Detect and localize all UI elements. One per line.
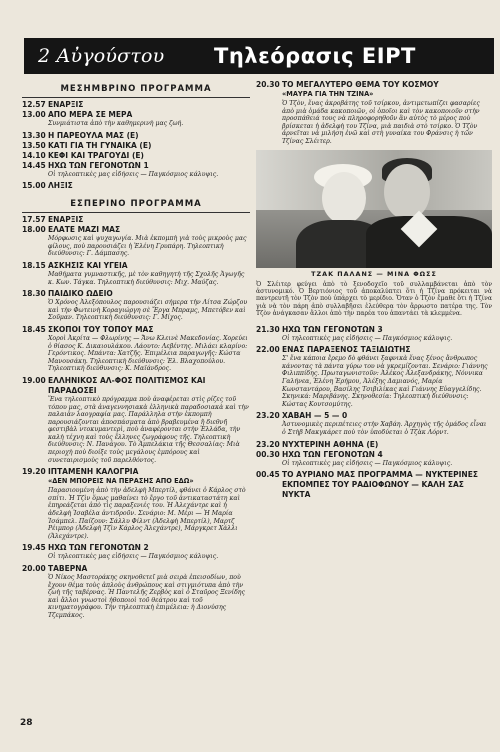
programme-row bbox=[22, 289, 250, 299]
photo-text: Ὁ Σλέιτερ φεύγει ἀπὸ τὸ ξενοδοχεῖο τοῦ συλλαμβάνεται ἀπὸ τὸν ἀστυνομικό. Ὁ Βερτιόνιος τοῦ ἀποκαλύπτει ὅτι ἡ Τζίνα πρόκειται νὰ παντρευτῆ τὸν Τζὸν ποὺ ὑπάρχει τὸ μερίδιο. Ὅταν ὁ Τζὸν ἔμαθε ὅτι ἡ Τζίνα γιὰ νὰ τὸν πάρη ἀπὸ συλλαβῆσει ἐλεύθερα τὸν ἄρρωστο πατέρα της. Τὸν Τζὸν ἀνάγκασαν ἄλλοι ἀπὸ τὴν παρέα του ἀπαντάει τὰ κλεμμένα. bbox=[256, 280, 492, 318]
programme-time: 19.45 bbox=[22, 543, 46, 553]
programme-row bbox=[22, 131, 250, 141]
programme-time: 15.00 bbox=[22, 181, 46, 191]
programme-row bbox=[22, 141, 250, 151]
programme-description: Ὁ Νίκος Μαστοράκης σκηνοθετεῖ μιὰ σειρὰ ἐπεισοδίων, ποὺ ἔχουν θέμα τοὺς ἀπλοὺς ἀνθρώπους καὶ στιγμιότυπα ἀπὸ τὴν ζωὴ τῆς ταβέρνας. Ἡ Παντελῆς Ζερβὸς καὶ ὁ Σταῦρος Ξενίδης καὶ ἄλλοι γνωστοὶ ἠθοποιοὶ τοῦ θεάτρου καὶ τοῦ κινηματογράφου. Τὴν τηλεοπτικὴ ἐπιμέλεια: ἡ Διονύσης Τζεμπάκος. bbox=[48, 574, 245, 619]
programme-time: 23.20 bbox=[256, 411, 280, 421]
programme-time: 18.15 bbox=[22, 260, 46, 270]
programme-entry bbox=[22, 376, 250, 464]
programme-title: ΗΧΩ ΤΩΝ ΓΕΓΟΝΟΤΩΝ 2 bbox=[48, 543, 149, 553]
programme-entry bbox=[22, 141, 250, 151]
header-title: Τηλεόρασις ΕΙΡΤ bbox=[214, 44, 416, 68]
page-number: 28 bbox=[20, 718, 33, 728]
programme-time: 12.57 bbox=[22, 100, 46, 109]
evening-section-title: ΕΣΠΕΡΙΝΟ ΠΡΟΓΡΑΜΜΑ bbox=[70, 199, 202, 210]
programme-description: Οἱ τηλεοπτικὲς μας εἰδήσεις — Παγκόσμιος κάλυψις. bbox=[282, 334, 453, 342]
programme-description: Ὁ Τζὸν, ἕνας ἀκροβάτης τοῦ τσίρκου, ἀντιμετωπίζει φασαρίες ἀπὸ μιὰ ὁμάδα κακοποιῶν, οἱ ὁποῖοι καὶ τὸν κακοποιοῦν στὴν προσπάθειά τους νὰ πληροφορηθοῦν ἂν αὐτὸς τὸ μέρος ποὺ βρίσκεται ἡ ἀδελφὴ του Τζίνα, μιὰ παιδιὰ στὸ τσίρκο. Ὁ Τζὸν ἀρνεῖται νὰ μιλήση ἐνῶ καὶ στὴ γυναίκα του Φράνσις ἡ τῶν Τζίνας Σλέιτερ. bbox=[282, 100, 480, 145]
programme-description: Οἱ τηλεοπτικὲς μας εἰδήσεις — Παγκόσμιος κάλυψις. bbox=[48, 553, 219, 561]
programme-row bbox=[22, 225, 250, 235]
programme-row bbox=[22, 261, 250, 271]
programme-time: 20.00 bbox=[22, 564, 46, 573]
programme-description: Σ' ἕνα κάποια ἔρεμο δὸ φθάνει ξαφνικὰ ἕνας ξένος ἄνθρωπος κάνοντας τὰ πάντα γύρω του νὰ γκρεμίζονται. Σενάριο: Γιάννης Φιλιππίδης. Πρωταγωνιστοῦν: Ἀλέκος Ἀλεξανδράκης, Νόννικα Γαλήνεα, Ἑλένη Ἐρήμου, Ἀλέξης Δαμιανός, Μαρία Κωνσταντάρου, Βασίλης Τσιβιλίκας καὶ Γιάννης Εὐαγγελίδης. Σκηνικά: Μαριβάνης. Σκηνοθεσία: Τηλεοπτικὴ διεύθυνσις: Κώστας Κουτσομύτης. bbox=[282, 355, 488, 408]
programme-description: Οἱ τηλεοπτικὲς μας εἰδήσεις — Παγκόσμιος κάλυψις. bbox=[48, 170, 219, 178]
programme-entry bbox=[22, 261, 250, 286]
programme-entry bbox=[22, 325, 250, 373]
programme-title: ΑΠΟ ΜΕΡΑ ΣΕ ΜΕΡΑ bbox=[48, 110, 133, 119]
programme-time: 13.50 bbox=[22, 140, 46, 150]
programme-time: 18.45 bbox=[22, 324, 46, 334]
programme-title: ΠΑΙΔΙΚΟ ΩΔΕΙΟ bbox=[48, 289, 113, 299]
programme-row bbox=[22, 110, 250, 120]
morning-section-title: ΜΕΣΗΜΒΡΙΝΟ ΠΡΟΓΡΑΜΜΑ bbox=[60, 84, 212, 94]
programme-entry bbox=[256, 440, 492, 450]
programme-description: Ἕνα τηλεοπτικὸ πρόγραμμα ποὺ ἀναφέρεται στὶς ρίζες τοῦ τόπου μας, στὰ ἀναγεννησιακὰ ἑλληνικὰ παραδοσιακὰ καὶ τὴν παλαιὰν λαογραφία μας. Παράλληλα στὴν ἐκπομπὴ παρουσιάζονται ἀποσπάσματα ἀπὸ βραβευμένα ἢ διεθνῆ φεστιβὰλ ντοκυμαντερὶ, ποὺ ἀναφέρονται στὴν Ἑλλάδα, τὴν καλὴ τέχνη καὶ τοὺς ἕλληνες ζωγράφους τῆς. Τηλεοπτικὴ διεύθυνσις: Ν. Πανάγου. Τὸ Ἀμπελάκια τῆς Θεσσαλίας: Μιὰ περιοχὴ ποὺ διοίξε τοὺς μεγάλους ἐμπόρους καὶ συνεταιρισμοὺς τοῦ παρελθόντος. bbox=[48, 395, 249, 464]
programme-time: 00.45 bbox=[256, 470, 280, 480]
header-date: 2 Αὐγούστου bbox=[38, 45, 165, 67]
photo-caption: ΤΖΑΚ ΠΑΛΑΝΣ — ΜΙΝΑ ΦΩΣΣ bbox=[311, 269, 437, 278]
programme-description: Οἱ τηλεοπτικὲς μας εἰδήσεις — Παγκόσμιος κάλυψις. bbox=[282, 459, 453, 467]
programme-time: 14.10 bbox=[22, 150, 46, 160]
programme-row bbox=[256, 345, 492, 355]
programme-entry bbox=[22, 110, 250, 128]
programme-description: Ὁ Χρόνος Ἀλεξόπουλος παρουσιάζει σήμερα τὴν Λίτσα Ζώρζου καὶ τὴν Φωτεινὴ Κοραγιώργη σὲ Ἔργα Μπραμς, Μπετόβεν καὶ Σοῦμαν. Τηλεοπτικὴ διεύθυνσις: Γ. Μίχος. bbox=[48, 299, 248, 322]
programme-time: 20.30 bbox=[256, 80, 280, 89]
programme-title: ΝΥΧΤΕΡΙΝΗ ΑΘΗΝΑ (E) bbox=[282, 439, 379, 449]
programme-entry bbox=[22, 151, 250, 161]
programme-entry bbox=[22, 467, 250, 540]
programme-row bbox=[256, 325, 492, 335]
programme-entry bbox=[22, 289, 250, 322]
programme-title: ΚΕΦΙ ΚΑΙ ΤΡΑΓΟΥΔΙ (E) bbox=[48, 150, 144, 160]
programme-description: Παρασιουμένη ἀπὸ τὴν ἀδελφὴ Μπερτίλ, φθάνει ὁ Κάρλος στὸ σπίτι. Ἡ Τζὶν ὅμως μαθαίνει τὸ ἔργο τοῦ ἀντικαταστάτη καὶ ἐπηρεάζεται ἀπὸ τὶς παραξενιές του. Ἡ Ἀλεχάντρε καὶ ἡ ἀδελφὴ Ἰσαβέλα ἀντιδροῦν. Σενάριο: Μ. Μέρι — Ἡ Μαρία Ἰσάμπελ. Παίζουν: Σάλλυ Φίλντ (Ἀδελφὴ Μπερτίλ), Μαρτζ Ρέιμπορ (Ἀδελφὴ Τζὶν Κάρλος Ἀλεχάντρε), Μάργκρετ Χάλλι (Ἀλεχάντρε). bbox=[48, 487, 246, 540]
programme-row bbox=[22, 215, 250, 225]
programme-description: Συνμιάτιστα ἀπὸ τὴν καθημερινὴ μας ζωή. bbox=[48, 120, 184, 127]
programme-row bbox=[256, 440, 492, 450]
programme-time: 22.00 bbox=[256, 345, 280, 355]
programme-entry bbox=[22, 564, 250, 620]
programme-entry bbox=[22, 161, 250, 179]
programme-row bbox=[256, 470, 492, 500]
programme-entry bbox=[256, 325, 492, 343]
programme-description: Ἀστυνομικὲς περιπέτειες στὴν Χαβάη. Ἀρχηγὸς τῆς ὁμάδος εἶναι ὁ Στὴβ Μακγκάρετ ποὺ τὸν ὑποδύεται ὁ Τζὰκ Λόρντ. bbox=[282, 421, 487, 436]
programme-title: ΕΝΑΡΞΙΣ bbox=[48, 100, 84, 109]
programme-title: ΕΛΛΗΝΙΚΟΣ ΑΛ-ΦΟΣ ΠΟΛΙΤΙΣΜΟΣ ΚΑΙ ΠΑΡΑΔΟΣΕΙ bbox=[48, 375, 206, 395]
programme-title: ΕΝΑΡΞΙΣ bbox=[48, 215, 84, 225]
programme-title: ΕΛΑΤΕ ΜΑΖΙ ΜΑΣ bbox=[48, 225, 121, 235]
right-schedule-bottom bbox=[256, 325, 492, 501]
programme-title: ΑΣΚΗΣΙΣ ΚΑΙ ΥΓΕΙΑ bbox=[48, 260, 128, 270]
programme-time: 17.57 bbox=[22, 215, 46, 225]
programme-time: 14.45 bbox=[22, 160, 46, 170]
programme-entry bbox=[256, 411, 492, 436]
programme-row bbox=[22, 467, 250, 477]
programme-time: 00.30 bbox=[256, 449, 280, 459]
programme-title: ΗΧΩ ΤΩΝ ΓΕΓΟΝΟΤΩΝ 4 bbox=[282, 449, 383, 459]
programme-title: Η ΠΑΡΕΟΥΛΑ ΜΑΣ (E) bbox=[48, 130, 139, 140]
programme-row bbox=[256, 450, 492, 460]
page-header-banner bbox=[24, 38, 494, 74]
programme-time: 18.00 bbox=[22, 225, 46, 235]
programme-entry bbox=[22, 225, 250, 258]
programme-time: 13.00 bbox=[22, 110, 46, 119]
programme-row bbox=[22, 151, 250, 161]
programme-entry bbox=[22, 215, 250, 225]
programme-entry bbox=[22, 543, 250, 561]
programme-title: ΣΚΟΠΟΙ ΤΟΥ ΤΟΠΟΥ ΜΑΣ bbox=[48, 324, 154, 334]
programme-time: 18.30 bbox=[22, 289, 46, 299]
programme-time: 19.20 bbox=[22, 467, 46, 477]
programme-time: 19.00 bbox=[22, 375, 46, 385]
programme-row bbox=[22, 161, 250, 171]
programme-entry bbox=[22, 181, 250, 191]
programme-entry bbox=[256, 450, 492, 468]
programme-row bbox=[22, 325, 250, 335]
programme-title: ΗΧΩ ΤΩΝ ΓΕΓΟΝΟΤΩΝ 3 bbox=[282, 324, 383, 334]
programme-photo bbox=[256, 150, 492, 268]
programme-row bbox=[256, 80, 492, 90]
programme-title: ΤΑΒΕΡΝΑ bbox=[48, 564, 88, 573]
programme-entry bbox=[256, 345, 492, 408]
programme-row bbox=[22, 543, 250, 553]
programme-subtitle: «ΜΑΥΡΑ ΓΙΑ ΤΗΝ ΤΖΙΝΑ» bbox=[282, 90, 374, 98]
section-divider bbox=[22, 97, 250, 98]
programme-title: ΗΧΩ ΤΩΝ ΓΕΓΟΝΟΤΩΝ 1 bbox=[48, 160, 149, 170]
programme-time: 23.20 bbox=[256, 439, 280, 449]
section-divider bbox=[22, 212, 250, 213]
programme-time: 13.30 bbox=[22, 130, 46, 140]
right-column bbox=[256, 80, 492, 500]
programme-description: Μόρφωσις καὶ ψυχαγωγία. Μιὰ ἐκπομπὴ γιὰ τοὺς μικροὺς μας φίλους, ποὺ παρουσιάζει ἡ Ἑλένη Γρυπάρη. Τηλεοπτικὴ διεύθυνσις: Γ. Δάμπασης. bbox=[48, 235, 247, 258]
programme-title: ΙΠΤΑΜΕΝΗ ΚΑΛΟΓΡΙΑ bbox=[48, 467, 139, 477]
morning-schedule bbox=[22, 100, 250, 191]
programme-title: ΤΟ ΜΕΓΑΛΥΤΕΡΟ ΘΕΜΑ ΤΟΥ ΚΟΣΜΟΥ bbox=[282, 80, 439, 89]
programme-description: Χοροὶ Ἀκρίτα — Φλωρίνης — Ἄνω Κλεινὲ Μακεδονίας. Χορεύει ὁ θίασος Κ. Δικαιουλάκου. Λάουτο: Λεβέντης. Μιλάει κλαρίνο: Γερόντικος. Μπάντα: Χατζῆς. Ἐπιμέλεια παραγωγῆς: Κώστα Μανουσάκη. Τηλεοπτικὴ διεύθυνσις: Ἐλ. Βλαχοπούλου. Τηλεοπτικὴ διεύθυνσις: Κ. Μαϊάνδρος. bbox=[48, 334, 248, 373]
left-column bbox=[22, 80, 250, 623]
programme-row bbox=[22, 376, 250, 396]
programme-row bbox=[22, 100, 250, 110]
programme-entry bbox=[22, 131, 250, 141]
programme-time: 21.30 bbox=[256, 324, 280, 334]
programme-entry bbox=[22, 100, 250, 110]
programme-row bbox=[22, 564, 250, 574]
programme-entry bbox=[256, 80, 492, 146]
right-schedule-top bbox=[256, 80, 492, 146]
programme-subtitle: «ΔΕΝ ΜΠΟΡΕΙΣ ΝΑ ΠΕΡΑΣΗΣ ΑΠΟ ΕΔΩ» bbox=[48, 477, 194, 486]
programme-title: ΧΑΒΑΗ — 5 — 0 bbox=[282, 411, 348, 421]
programme-entry bbox=[256, 470, 492, 500]
programme-title: ΛΗΞΙΣ bbox=[48, 181, 73, 191]
programme-row bbox=[22, 181, 250, 191]
programme-title: ΚΑΤΙ ΓΙΑ ΤΗ ΓΥΝΑΙΚΑ (E) bbox=[48, 140, 152, 150]
programme-title: ΤΟ ΑΥΡΙΑΝΟ ΜΑΣ ΠΡΟΓΡΑΜΜΑ — ΝΥΚΤΕΡΙΝΕΣ ΕΚΠΟΜΠΕΣ ΤΟΥ ΡΑΔΙΟΦΩΝΟΥ — ΚΑΛΗ ΣΑΣ ΝΥΚΤΑ bbox=[282, 470, 478, 500]
evening-schedule bbox=[22, 215, 250, 619]
programme-row bbox=[256, 411, 492, 421]
programme-description: Μαθήματα γυμναστικῆς, μὲ τὸν καθηγητὴ τῆς Σχολῆς Ἀγωγῆς κ. Κων. Τάγκα. Τηλεοπτικὴ διεύθυνσις: Μιχ. Μαύζας. bbox=[48, 270, 245, 286]
programme-title: ΕΝΑΣ ΠΑΡΑΞΕΝΟΣ ΤΑΞΙΔΙΩΤΗΣ bbox=[282, 345, 411, 355]
